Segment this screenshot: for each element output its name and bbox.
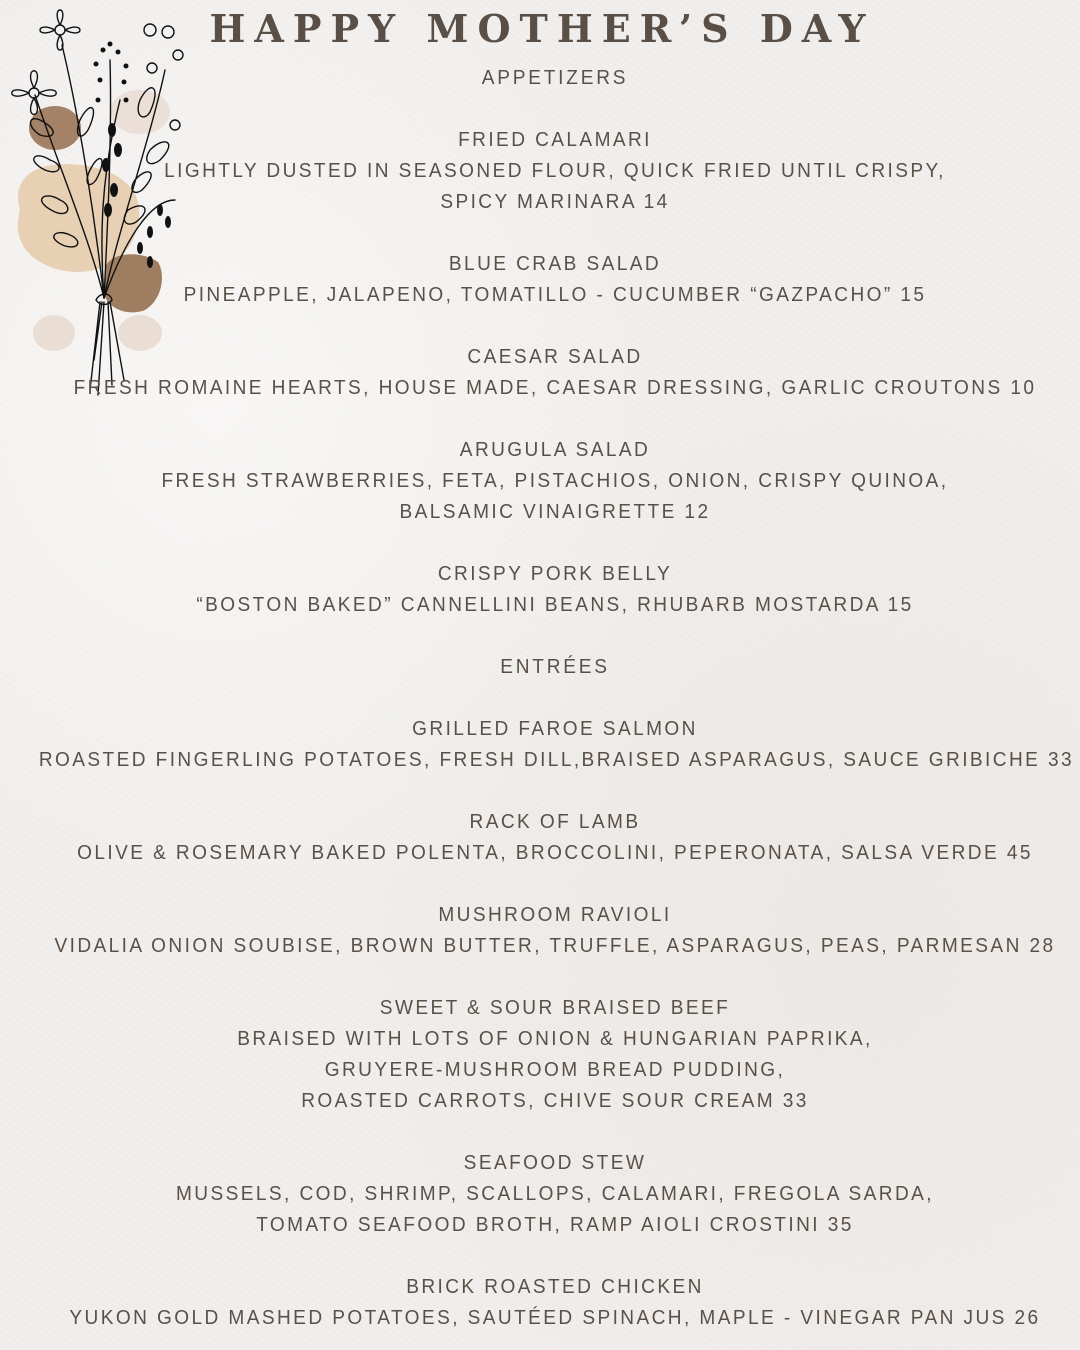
menu-item-name: SWEET & SOUR BRAISED BEEF <box>379 996 731 1019</box>
menu-item-description: SPICY MARINARA 14 <box>440 190 670 213</box>
menu-item-name: MUSHROOM RAVIOLI <box>438 903 672 926</box>
menu-item-description: “BOSTON BAKED” CANNELLINI BEANS, RHUBARB MOSTARDA 15 <box>196 593 914 616</box>
menu-item-name: ARUGULA SALAD <box>459 438 651 461</box>
menu-item-name: RACK OF LAMB <box>469 810 641 833</box>
menu-item-description: VIDALIA ONION SOUBISE, BROWN BUTTER, TRUFFLE, ASPARAGUS, PEAS, PARMESAN 28 <box>54 934 1056 957</box>
page-title: HAPPY MOTHER’S DAY <box>209 6 875 51</box>
menu-item-name: BRICK ROASTED CHICKEN <box>406 1275 704 1298</box>
section-heading-appetizers: APPETIZERS <box>481 66 629 89</box>
menu-item-description: ROASTED CARROTS, CHIVE SOUR CREAM 33 <box>301 1089 809 1112</box>
menu-item-description: FRESH ROMAINE HEARTS, HOUSE MADE, CAESAR DRESSING, GARLIC CROUTONS 10 <box>73 376 1037 399</box>
menu-item-name: BLUE CRAB SALAD <box>448 252 662 275</box>
menu-item-name: CAESAR SALAD <box>467 345 643 368</box>
menu-item-description: GRUYERE-MUSHROOM BREAD PUDDING, <box>324 1058 786 1081</box>
menu-item-description: PINEAPPLE, JALAPENO, TOMATILLO - CUCUMBER “GAZPACHO” 15 <box>183 283 927 306</box>
menu-item-description: ROASTED FINGERLING POTATOES, FRESH DILL,BRAISED ASPARAGUS, SAUCE GRIBICHE 33 <box>38 748 1075 771</box>
menu-item-name: GRILLED FAROE SALMON <box>412 717 698 740</box>
menu-item-description: OLIVE & ROSEMARY BAKED POLENTA, BROCCOLINI, PEPERONATA, SALSA VERDE 45 <box>77 841 1033 864</box>
menu-item-description: YUKON GOLD MASHED POTATOES, SAUTÉED SPINACH, MAPLE - VINEGAR PAN JUS 26 <box>69 1306 1041 1329</box>
menu-item-description: LIGHTLY DUSTED IN SEASONED FLOUR, QUICK FRIED UNTIL CRISPY, <box>164 159 946 182</box>
menu-item-description: BRAISED WITH LOTS OF ONION & HUNGARIAN PAPRIKA, <box>237 1027 873 1050</box>
menu-item-name: CRISPY PORK BELLY <box>437 562 673 585</box>
menu-item-description: TOMATO SEAFOOD BROTH, RAMP AIOLI CROSTINI 35 <box>256 1213 854 1236</box>
menu-item-name: FRIED CALAMARI <box>458 128 652 151</box>
section-heading-entrees: ENTRÉES <box>500 655 610 678</box>
menu-item-description: BALSAMIC VINAIGRETTE 12 <box>399 500 711 523</box>
menu-content <box>0 62 1080 1333</box>
menu-item-description: FRESH STRAWBERRIES, FETA, PISTACHIOS, ONION, CRISPY QUINOA, <box>161 469 949 492</box>
menu-item-description: MUSSELS, COD, SHRIMP, SCALLOPS, CALAMARI, FREGOLA SARDA, <box>175 1182 935 1205</box>
menu-item-name: SEAFOOD STEW <box>463 1151 647 1174</box>
